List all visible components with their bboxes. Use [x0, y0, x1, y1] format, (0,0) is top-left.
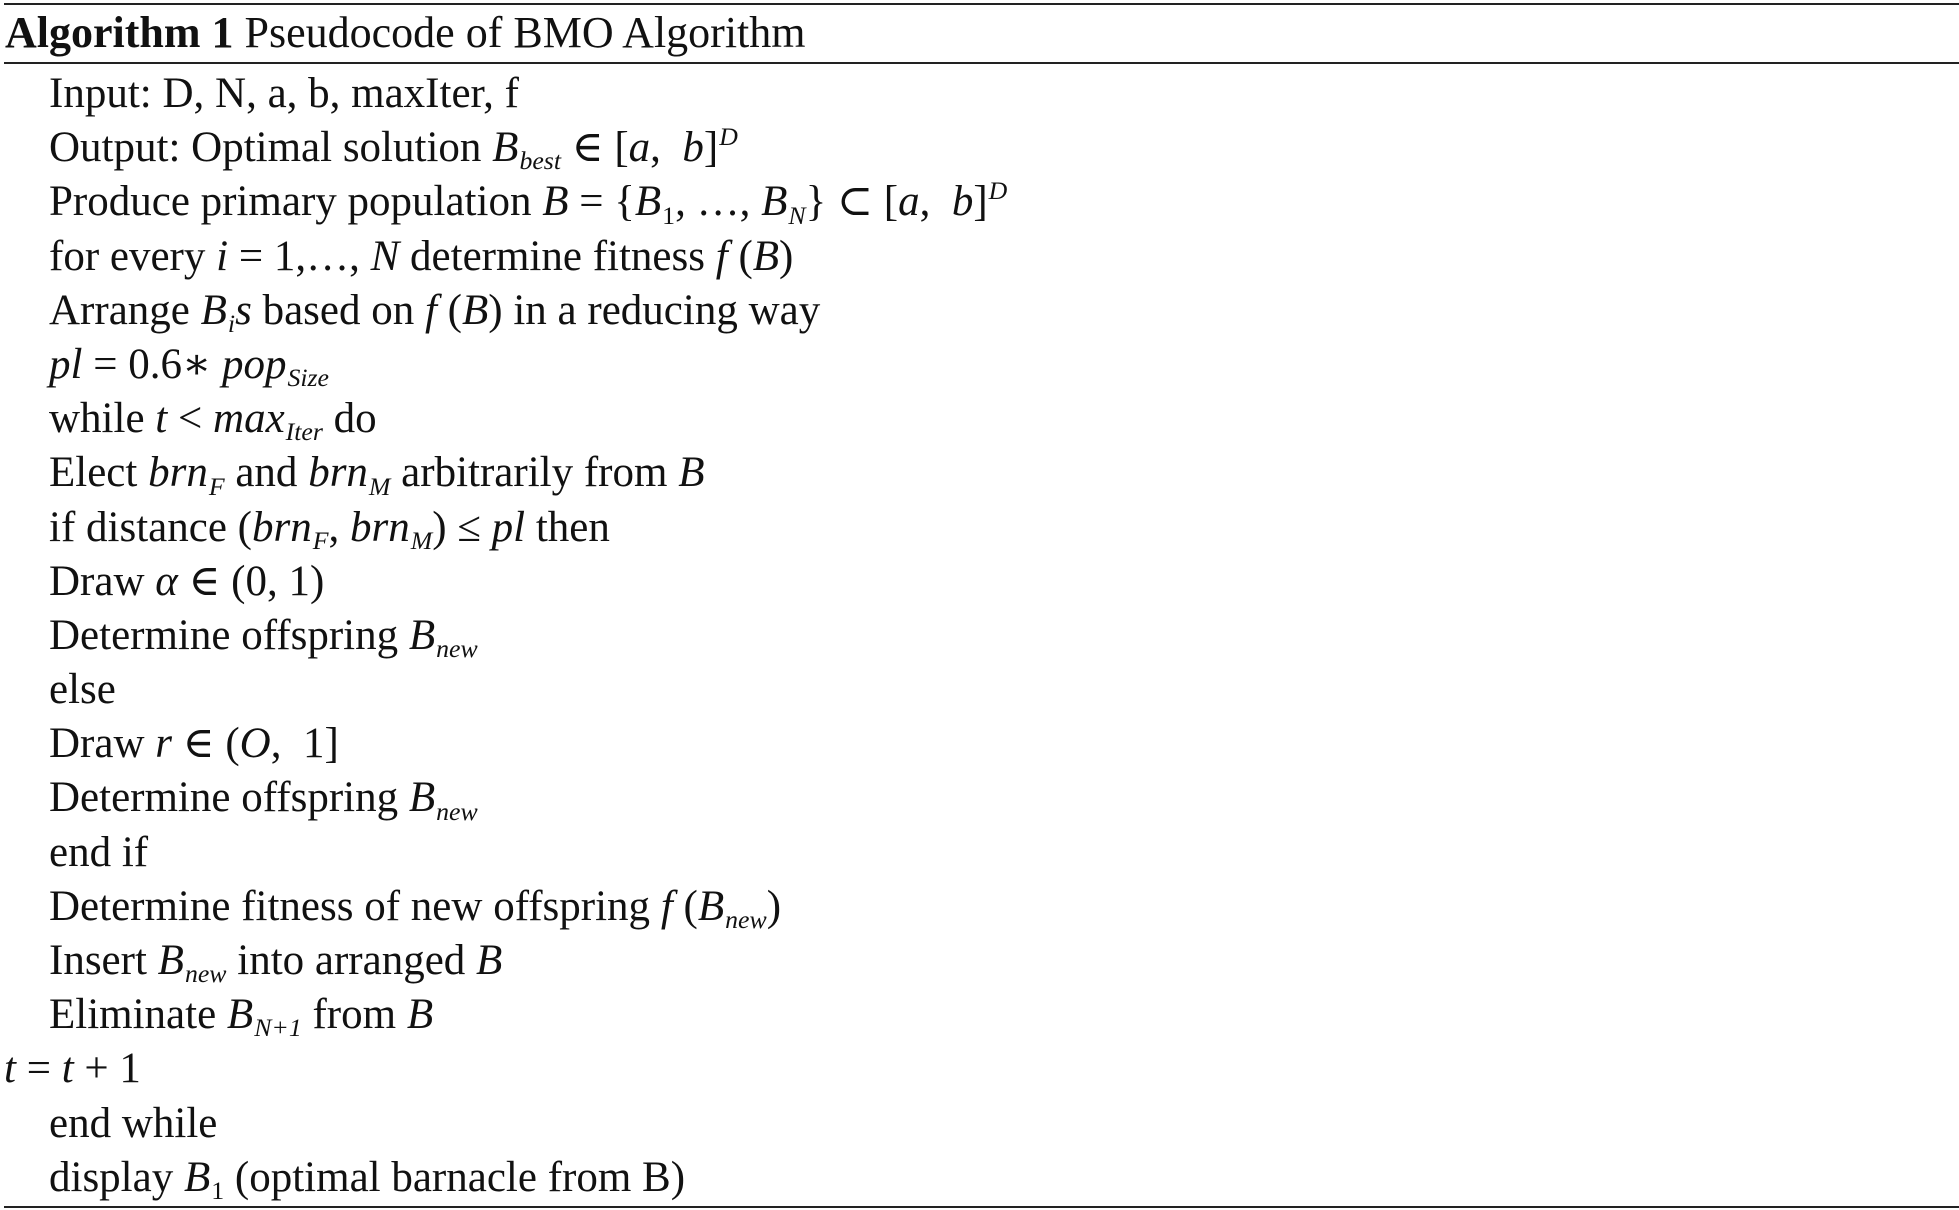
pseudocode-line: Draw α ∈ (0, 1)	[49, 557, 325, 605]
pseudocode-line: end if	[49, 828, 149, 876]
pseudocode-line: Produce primary population B = {B1, …, BN} ⊂ [a, b]$^D$	[49, 176, 1008, 230]
pseudocode-line: t = t + 1	[4, 1045, 141, 1093]
caption-rule	[4, 62, 1959, 64]
pseudocode-line: else	[49, 666, 116, 714]
pseudocode-line: Output: Optimal solution Bbest ∈ [a, b]$^D$	[49, 122, 738, 176]
pseudocode-line: for every i = 1,…, N determine fitness f (B)	[49, 232, 794, 280]
pseudocode-line: pl = 0.6∗ popSize	[49, 340, 329, 393]
pseudocode-line: Input: D, N, a, b, maxIter, f	[49, 70, 519, 117]
pseudocode-line: Determine offspring Bnew	[49, 611, 478, 664]
bottom-rule	[4, 1206, 1959, 1208]
pseudocode-line: Draw r ∈ (O, 1]	[49, 720, 339, 768]
pseudocode-line: Insert Bnew into arranged B	[49, 937, 503, 989]
pseudocode-line: Eliminate BN+1 from B	[49, 991, 434, 1043]
pseudocode-line: Elect brnF and brnM arbitrarily from B	[49, 449, 705, 501]
pseudocode-line: display B1 (optimal barnacle from B)	[49, 1153, 686, 1205]
pseudocode-line: while t < maxIter do	[49, 395, 377, 447]
algorithm-title: Pseudocode of BMO Algorithm	[244, 8, 806, 57]
pseudocode-line: Determine offspring Bnew	[49, 774, 478, 826]
pseudocode-line: if distance (brnF, brnM) ≤ pl then	[49, 503, 610, 555]
pseudocode-line: end while	[49, 1099, 218, 1147]
pseudocode-line: Determine fitness of new offspring f (Bnew)	[49, 882, 782, 935]
pseudocode-lines	[0, 67, 1959, 1205]
algorithm-caption	[5, 4, 806, 62]
pseudocode-line: Arrange Bis based on f (B) in a reducing way	[49, 286, 821, 338]
algorithm-label: Algorithm 1	[5, 8, 234, 57]
